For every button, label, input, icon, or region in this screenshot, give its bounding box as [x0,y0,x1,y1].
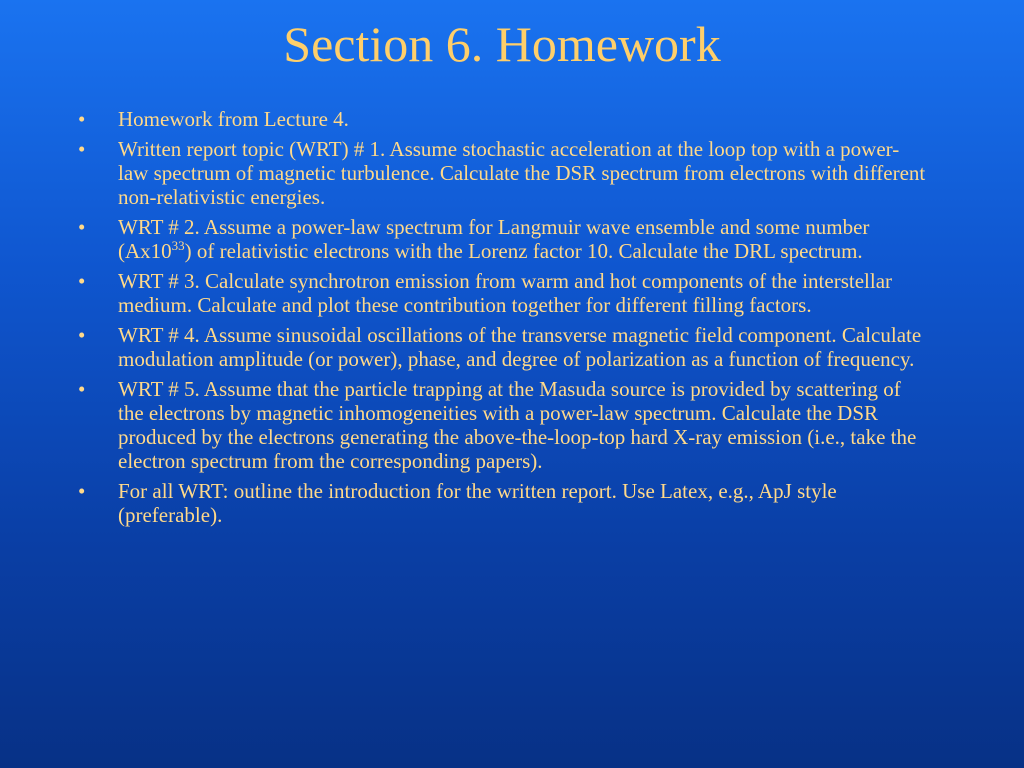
bullet-marker: • [78,215,86,239]
bullet-marker: • [78,323,86,347]
bullet-text: WRT # 3. Calculate synchrotron emission from warm and hot components of the interstellar medium. Calculate and plot these contribution together for different filling factors. [118,269,893,317]
slide-title: Section 6. Homework [283,16,721,72]
bullet-text: For all WRT: outline the introduction for the written report. Use Latex, e.g., ApJ style (preferable). [118,479,837,527]
bullet-item-6 [78,377,928,473]
bullet-marker: • [78,137,86,161]
bullet-text: Homework from Lecture 4. [118,107,349,131]
bullet-item-5 [78,323,928,371]
bullet-text: WRT # 4. Assume sinusoidal oscillations of the transverse magnetic field component. Calculate modulation amplitude (or power), phase, and degree of polarization as a function of frequency. [118,323,922,371]
bullet-text: Written report topic (WRT) # 1. Assume stochastic acceleration at the loop top with a power-law spectrum of magnetic turbulence. Calculate the DSR spectrum from electrons with different non-relativistic energies. [118,137,926,209]
bullet-marker: • [78,269,86,293]
bullet-item-4 [78,269,928,317]
bullet-item-3 [78,215,928,263]
bullet-marker: • [78,107,86,131]
exponent: 33 [171,238,185,253]
bullet-marker: • [78,377,86,401]
bullet-list [78,107,928,533]
bullet-marker: • [78,479,86,503]
bullet-text-part1: WRT # 2. Assume a power-law spectrum for Langmuir wave ensemble and some number (Ax10 [118,215,870,263]
bullet-item-1 [78,107,928,131]
bullet-item-2 [78,137,928,209]
bullet-text: WRT # 5. Assume that the particle trapping at the Masuda source is provided by scattering of the electrons by magnetic inhomogeneities with a power-law spectrum. Calculate the DSR produced by the electrons generating the above-the-loop-top hard X-ray emission (i.e., take the electron spectrum from the corresponding papers). [118,377,917,473]
bullet-text-part2: ) of relativistic electrons with the Lorenz factor 10. Calculate the DRL spectrum. [184,239,863,263]
bullet-item-7 [78,479,928,527]
